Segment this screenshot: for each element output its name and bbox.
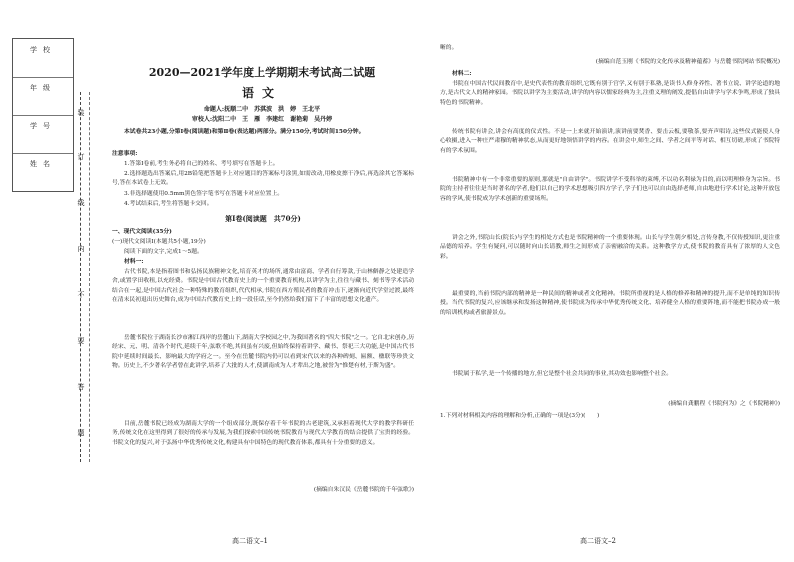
field-name-label: 姓名 <box>30 160 56 168</box>
note-item: 4.考试结束后,考生将答题卡交回。 <box>124 201 213 207</box>
passage-paragraph: 最重要的,当前书院内部的精神是一种民间的精神或者文化精神。书院所重视的是人格的修养和精神的提升,而不是单纯的知识传授。当代书院的复兴,应该继承和发扬这种精神,使书院成为传承中华优秀传统文化、培养健全人格的重要阵地,而不能把书院办成一般的培训机构或者旅游景点。 <box>440 291 780 316</box>
passage-paragraph: 书院精神中有一个非常重要的原则,那就是"自由讲学"。书院讲学不受科举的束缚,不以功名利禄为目的,而以明理修身为宗旨。书院的主持者往往是当时著名的学者,他们以自己的学术思想吸引四方学子,学子们也可以自由选择老师,自由地进行学术讨论,这种开放包容的学风,使书院成为学术创新的重要场所。 <box>440 177 780 202</box>
field-school-label: 学校 <box>30 46 56 54</box>
exam-intro: 本试卷共23小题,分第Ⅰ卷(阅读题)和第Ⅱ卷(表达题)两部分。满分150分,考试时间150分钟。 <box>124 129 365 135</box>
notes-title: 注意事项: <box>112 151 138 157</box>
binding-cut-line <box>80 92 81 462</box>
binding-cut-line-inner <box>89 92 90 462</box>
note-item: 2.选择题选出答案后,用2B铅笔把答题卡上对应题目的答案标号涂黑,如需改动,用橡皮擦干净后,再选涂其它答案标号,答在本试卷上无效。 <box>112 171 414 187</box>
exam-title: 2020—2021学年度上学期期末考试高二试题 <box>148 66 376 79</box>
page-footer: 高二语文–1 <box>232 537 268 545</box>
subject-title: 语文 <box>241 86 282 100</box>
exam-page-1 <box>102 0 422 562</box>
note-item: 1.答第Ⅰ卷前,考生务必将自己的姓名、考号填写在答题卡上。 <box>124 161 279 167</box>
note-item: 3.非选择题使用0.5mm黑色签字笔书写在答题卡对应位置上。 <box>124 191 284 197</box>
page-footer: 高二语文–2 <box>580 537 616 545</box>
passage-source: (摘编自朱汉民《岳麓书院的千年弦歌》) <box>313 487 414 493</box>
cut-char: 内 <box>77 245 85 253</box>
passage-paragraph: 书院属于私学,是一个传播的地方,但它是整个社会共同的事业,其功效也影响整个社会。 <box>452 371 673 377</box>
question-1: 1.下列对材料相关内容的理解和分析,正确的一项是(3分)( ) <box>440 413 600 419</box>
passage-paragraph: 传统书院有讲会,讲会有高度的仪式性。不是一上来就开始演讲,演讲前要焚香、要击云板,要敬茶,要齐声唱诗,这些仪式能使人身心收摄,进入一种庄严肃穆的精神状态,从而更好地领悟讲学的内容。在讲会中,师生之间、学者之间平等对话、相互切磋,形成了书院特有的学术氛围。 <box>440 129 780 154</box>
material-label: 材料一: <box>124 259 144 265</box>
cut-char: 题 <box>77 429 85 437</box>
material-label: 材料二: <box>452 71 472 77</box>
passage-paragraph: 古代书院,本是指着图书和弘扬民族精神文化,培育英才的场所,通常由富商、学者自行筹款,于山林僻静之处建造学舍,或置学田收租,以充经费。书院是中国古代教育史上的一个重要教育机构,以讲学为主,往往与藏书、刻书等学术活动结合在一起,是中国古代社会一种特殊的教育组织,代代相承,书院在西方殖民者的教育冲击下,逐渐向近代学堂过渡,最终在清末民初退出历史舞台,成为中国古代教育史上的一段佳话,至今仍然给我们留下了丰富的思想文化遗产。 <box>112 269 414 304</box>
part-title: 第Ⅰ卷(阅读题 共70分) <box>225 214 301 223</box>
passage-paragraph: 讲会之外,书院山长(院长)与学生的相处方式也是书院精神的一个重要体现。山长与学生朝夕相处,言传身教,不仅传授知识,更注重品德的培养。学生有疑问,可以随时向山长请教,师生之间形成了亲密融洽的关系。这种教学方式,使书院的教育具有了浓厚的人文色彩。 <box>440 235 780 260</box>
cut-char: 线 <box>77 199 85 207</box>
field-grade-label: 年级 <box>30 84 56 92</box>
passage-source: (摘编自龚鹏程《书院何为》之《书院精神》) <box>668 401 780 407</box>
field-student-id-label: 学号 <box>30 122 56 130</box>
reading-instruction: 阅读下面的文字,完成1～5题。 <box>124 249 203 255</box>
passage-paragraph: 岳麓书院位于湖南长沙市湘江西岸的岳麓山下,湖南大学校园之中,为我国著名的"四大书院"之一。它自北宋创办,历经宋、元、明、清各个时代,延续千年,弦歌不绝,其间虽有兴废,但始终保持着讲学、藏书、祭祀三大功能,是中国古代书院中延续时间最长、影响最大的学府之一。至今在岳麓书院内仍可以看到宋代以来的各种碑刻、匾额、楹联等珍贵文物。历史上,不少著名学者曾在此讲学,培养了大批的人才,使湖南成为人才辈出之地,被誉为"惟楚有材,于斯为盛"。 <box>112 335 414 370</box>
passage-paragraph: 目前,岳麓书院已经成为湖南大学的一个组成部分,既保存着千年书院的古老建筑,又承担着现代大学的教学科研任务,传统文化在这里得到了很好的传承与发展,为我们探索中国传统书院教育与现代大学教育的结合提供了宝贵的经验。书院文化的复兴,对于弘扬中华优秀传统文化,构建具有中国特色的现代教育体系,都具有十分重要的意义。 <box>112 421 414 446</box>
binding-margin <box>0 0 100 562</box>
sub-section-heading: (一)现代文阅读Ⅰ(本题共5小题,19分) <box>112 239 206 245</box>
cut-char: 答 <box>77 383 85 391</box>
reviewers-credit: 审校人:沈阳二中 王 雁 李建红 谢艳菊 吴丹婷 <box>191 116 333 123</box>
passage-source: (摘编自范玉刚《书院的文化传承及精神蕴蓄》与岳麓书院网站书院概况) <box>595 59 780 65</box>
section-heading: 一、现代文阅读(35分) <box>112 229 172 235</box>
continued-text: 晰的。 <box>440 45 458 51</box>
cut-char: 要 <box>77 337 85 345</box>
cut-char: 装 <box>77 109 85 117</box>
cut-char: 订 <box>77 153 85 161</box>
setters-credit: 命题人:抚顺二中 苏淇波 洪 婷 王北平 <box>203 106 321 113</box>
student-info-box <box>12 38 74 192</box>
passage-paragraph: 书院在中国古代民间教育中,是史代表性的教育组织,它既有别于官学,又有别于私塾,是读书人修身养性、著书立说、讲学论道的地方,是古代文人的精神家园。书院以讲学为主要活动,讲学的内容以儒家经典为主,注重义理的阐发,提倡自由讲学与学术争鸣,形成了独具特色的书院精神。 <box>440 81 780 106</box>
cut-char: 不 <box>77 291 85 299</box>
exam-page-2 <box>440 0 780 562</box>
